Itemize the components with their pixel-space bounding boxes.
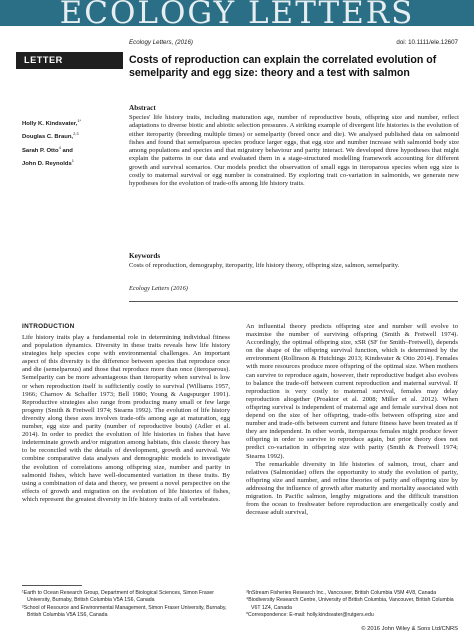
- author-item: [22, 143, 122, 156]
- author-name: Holly K. Kindsvater,: [22, 120, 78, 127]
- introduction-heading: INTRODUCTION: [22, 323, 75, 330]
- article-type-label: LETTER: [24, 55, 63, 65]
- footnote-divider: [22, 585, 82, 586]
- citation-row: [129, 39, 458, 49]
- body-paragraph: An influential theory predicts offspring size and number will evolve to maximise the number of surviving offspring (Smith & Fretwell 1974). Accordingly, the optimal offspring size, xSR (SF for Smith–Fretwell), depends on the shape of the offspring survival function, which is determined by the environment (Rollinson & Hutchings 2013; Kindsvater & Otto 2014). Females with more resources produce more offspring of the optimal size. When mothers can survive to reproduce again, however, their reproductive budget also evolves to balance the trade-off between current reproduction and maternal survival. If reproduction is very costly to maternal survival, females may delay reproduction altogether (Proaktor et al. 2008; Miller et al. 2012). When offspring survival is independent of maternal age and female survival does not depend on the size of her offspring, trade-offs between offspring size and number and trade-offs between current and future fitness have been treated as if they are independent. In other words, iteroparous females might produce fewer offspring in order to survive to reproduce again, but prior theory does not predict co-variation in offspring size with parity (Smith & Fretwell 1974; Stearns 1992).: [246, 323, 458, 460]
- copyright-notice: © 2016 John Wiley & Sons Ltd/CNRS: [361, 626, 458, 632]
- footnote-affiliation: ²School of Resource and Environmental Management, Simon Fraser University, Burnaby, British Columbia V5A 1S6, Canada: [22, 604, 227, 618]
- doi-text[interactable]: doi: 10.1111/ele.12607: [396, 39, 458, 46]
- footnotes-right: [246, 590, 458, 619]
- left-column: [22, 334, 230, 504]
- footnote-affiliation: ³InStream Fisheries Research Inc., Vancouver, British Columbia V5M 4V8, Canada: [246, 590, 437, 596]
- author-name: Douglas C. Braun,: [22, 134, 74, 141]
- journal-citation: Ecology Letters, (2016): [129, 39, 193, 46]
- footnote-affiliation: ¹Earth to Ocean Research Group, Department of Biological Sciences, Simon Fraser University, Burnaby, British Columbia V5A 1S6, Canada: [22, 590, 215, 604]
- body-paragraph: The remarkable diversity in life histories of salmon, trout, charr and relatives (Salmonidae) offers the opportunity to study the evolution of parity, offspring size and number, and refine theories of parity and offspring size by addressing the influence of growth after maturity and mortality associated with migration. In Pacific salmon, lengthy migrations and the difficult transition from the ocean to freshwater before reproduction are energetically costly and decrease adult survival,: [246, 460, 458, 517]
- author-item: [22, 129, 122, 142]
- article-type-bar: [16, 52, 123, 69]
- author-name: John D. Reynolds: [22, 161, 72, 168]
- author-affiliation: 2,3: [73, 131, 79, 137]
- right-column: [246, 323, 458, 517]
- article-title: Costs of reproduction can explain the correlated evolution of semelparity and egg size: theory and a test with salmon: [129, 54, 437, 80]
- author-list: [22, 116, 122, 170]
- correspondence-note[interactable]: *Correspondence: E-mail: holly.kindsvater@rutgers.edu: [246, 611, 374, 618]
- author-affiliation: 1: [71, 158, 74, 164]
- author-affiliation: 4: [58, 144, 61, 150]
- author-conjunction: and: [62, 147, 73, 154]
- author-name: Sarah P. Otto: [22, 147, 59, 154]
- abstract-text: Species' life history traits, including maturation age, number of reproductive bouts, offspring size and number, reflect adaptations to diverse biotic and abiotic selection pressures. A striking example of divergent life histories is the evolution of either iteroparity (breeding multiple times) or semelparity (breed once and die). We analysed published data on salmonid fishes and found that semelparous species produce larger eggs, that egg size and number increase with salmonid body size among populations and species and that migratory behaviour and parity interact. We developed three hypotheses that might explain the patterns in our data and evaluated them in a stage-structured modelling framework accounting for different growth and survival scenarios. Our models predict the observation of small eggs in iteroparous species when egg size is costly to maternal survival or egg number is constrained. By exploring trait co-variation in salmonids, we generate new hypotheses for the evolution of trade-offs among life history traits.: [129, 114, 459, 187]
- keywords-heading: Keywords: [129, 252, 161, 260]
- author-item: [22, 156, 122, 169]
- author-item: [22, 116, 122, 129]
- abstract-heading: Abstract: [129, 104, 156, 112]
- journal-line: Ecology Letters (2016): [129, 285, 188, 292]
- body-paragraph: Life history traits play a fundamental role in determining individual fitness and population dynamics. Diversity in these traits reveals how life history strategies help species cope with environmental challenges. An important aspect of this diversity is the difference between species that reproduce once and die (semelparous) and those that reproduce more than once (iteroparous). Semelparity can be more advantageous than iteroparity when survival is low or when reproduction itself is sufficiently costly to survival (Williams 1957, 1966; Charnov & Schaffer 1973; Bell 1980; Young & Augspurger 1991). Reproductive strategies also range from producing many small or few large progeny (Smith & Fretwell 1974; Stearns 1992). The evolution of life history diversity along these axes involves trade-offs among age at maturation, egg number, egg size and parity (number of reproductive bouts) (Adler et al. 2014). In order to predict the evolution of life histories in fishes that have indeterminate growth and/or migration among habitats, this classic theory has to be reconciled with the details of development, growth and survival. We combine comparative data analyses and demographic models to investigate the evolution of correlations among offspring size, number and parity in salmonid fishes, which have well-documented variation in these traits. By using a combination of data and theory, we present a novel perspective on the effects of growth and migration on the evolution of life histories of fishes, which represent the greatest diversity in life history traits of all vertebrates.: [22, 334, 230, 503]
- journal-title: ECOLOGY LETTERS: [59, 0, 415, 26]
- keywords-text: Costs of reproduction, demography, iteroparity, life history theory, offspring size, salmon, semelparity.: [129, 262, 400, 269]
- footnotes-left: [22, 590, 232, 619]
- section-divider: [129, 301, 458, 302]
- footnote-affiliation: ⁴Biodiversity Research Centre, University of British Columbia, Vancouver, British Columbia V6T 1Z4, Canada: [246, 597, 454, 611]
- journal-banner: [0, 0, 474, 26]
- author-affiliation: 1*: [77, 118, 82, 123]
